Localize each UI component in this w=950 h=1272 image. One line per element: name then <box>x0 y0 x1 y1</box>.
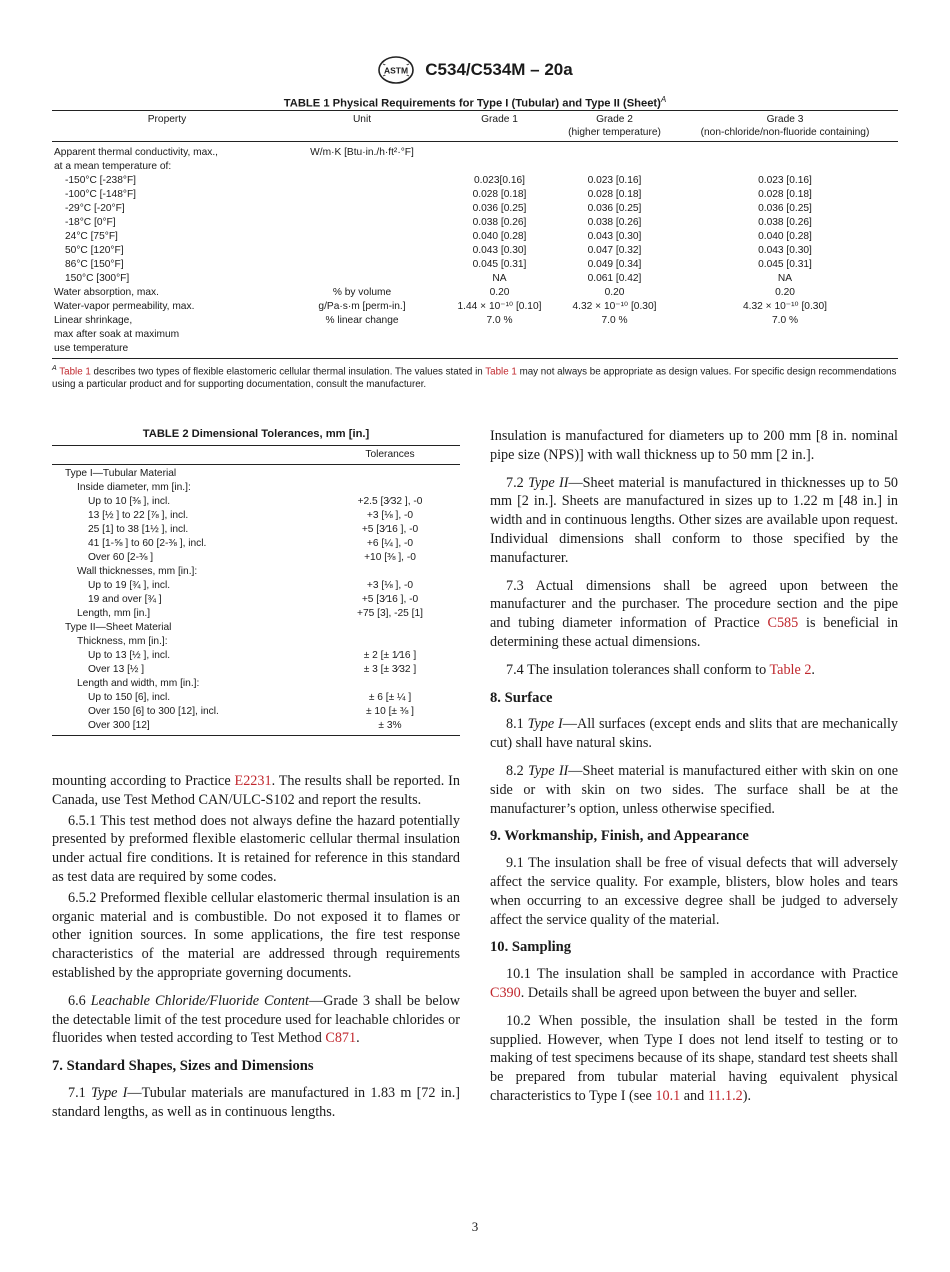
table-row: at a mean temperature of: <box>54 161 172 172</box>
tolerance-value: +5 [3⁄16 ], -0 <box>361 594 419 605</box>
tolerance-value: +10 [⅜ ], -0 <box>364 552 416 563</box>
table-row: max after soak at maximum <box>54 329 180 340</box>
paragraph-7-4: 7.4 The insulation tolerances shall conform to Table 2. <box>506 661 815 678</box>
paragraph-8-1: 8.1 Type I—All surfaces (except ends and slits that are mechanically cut) shall have natural skins. <box>490 716 898 752</box>
table-row: 150°C [300°F] NA 0.061 [0.42] NA <box>65 273 793 284</box>
table-row: Water-vapor permeability, max. g/Pa·s·m [perm-in.] 1.44 × 10⁻¹⁰ [0.10] 4.32 × 10⁻¹⁰ [0.30] 4.32 × 10⁻¹⁰ [0.30] <box>54 301 827 312</box>
col-tolerances: Tolerances <box>320 446 460 465</box>
table-row: -29°C [-20°F] 0.036 [0.25] 0.036 [0.25] 0.036 [0.25] <box>65 203 812 214</box>
tolerance-label: Up to 13 [½ ], incl. <box>88 650 171 661</box>
tolerance-label: 13 [½ ] to 22 [⅞ ], incl. <box>88 510 189 521</box>
table-row <box>52 719 460 736</box>
tolerance-value <box>320 465 460 482</box>
tolerance-value <box>320 481 460 495</box>
tolerance-label: 41 [1-⅝ ] to 60 [2-⅜ ], incl. <box>88 538 207 549</box>
paragraph-8-2: 8.2 Type II—Sheet material is manufactured either with skin on one side or with skin on two sides. The surface shall be at the manufacturer’s option, unless otherwise specified. <box>490 762 898 817</box>
col-property: Property <box>52 111 282 142</box>
paragraph: Insulation is manufactured for diameters up to 200 mm [8 in. nominal pipe size (NPS)] with wall thickness up to 50 mm [2 in.]. <box>490 428 898 463</box>
tolerance-value <box>320 635 460 649</box>
page-number: 3 <box>471 1219 479 1234</box>
tolerance-label: Over 13 [½ ] <box>88 664 145 675</box>
tolerance-value: ± 6 [± ¼ ] <box>368 692 412 703</box>
tolerance-value: ± 2 [± 1⁄16 ] <box>363 650 417 661</box>
table1-title: TABLE 1 Physical Requirements for Type I (Tubular) and Type II (Sheet)$^A$ <box>283 95 667 110</box>
table-row: Water absorption, max. % by volume 0.20 0.20 0.20 <box>54 287 795 298</box>
link-e2231[interactable]: E2231 <box>234 773 272 789</box>
paragraph-10-1: 10.1 The insulation shall be sampled in accordance with Practice C390. Details shall be agreed upon between the buyer and seller. <box>490 966 898 1001</box>
paragraph-7-1: 7.1 Type I—Tubular materials are manufactured in 1.83 m [72 in.] standard lengths, as well as in continuous lengths. <box>52 1084 461 1120</box>
table-row <box>52 649 460 663</box>
tolerance-value: +6 [¼ ], -0 <box>366 538 414 549</box>
section-heading: 10. Sampling <box>490 939 572 956</box>
link-c390[interactable]: C390 <box>490 984 521 1001</box>
table1-link[interactable]: Table 1 <box>59 366 91 378</box>
tolerance-value: ± 10 [± ⅜ ] <box>366 706 414 717</box>
table-row <box>52 551 460 565</box>
logo-text: ASTM <box>384 65 409 76</box>
tolerance-value: ± 3% <box>320 719 460 736</box>
astm-logo-icon <box>377 55 415 85</box>
table-row: 50°C [120°F] 0.043 [0.30] 0.047 [0.32] 0.043 [0.30] <box>65 245 812 256</box>
tolerance-label: Over 150 [6] to 300 [12], incl. <box>88 706 219 717</box>
tolerance-label: Up to 150 [6], incl. <box>88 692 171 703</box>
paragraph-7-3: 7.3 Actual dimensions shall be agreed upon between the manufacturer and the purchaser. The procedure section and the pipe and tubing diameter information of Practice C585 is beneficial in determining these actual dimensions. <box>490 577 898 650</box>
table-row <box>52 465 460 482</box>
table-row <box>52 523 460 537</box>
table-row <box>52 635 460 649</box>
table2-title: TABLE 2 Dimensional Tolerances, mm [in.] <box>142 428 370 440</box>
link-c585[interactable]: C585 <box>767 615 799 632</box>
col-grade3: Grade 3 (non-chloride/non-fluoride containing) <box>672 111 898 142</box>
col-grade2: Grade 2 (higher temperature) <box>557 111 672 142</box>
tolerance-label: Wall thicknesses, mm [in.]: <box>77 566 198 577</box>
paragraph: mounting according to Practice E2231. The results shall be reported. In Canada, use Test Method CAN/ULC-S102 and report the results. <box>52 773 460 808</box>
section-heading: 7. Standard Shapes, Sizes and Dimensions <box>52 1058 314 1075</box>
tolerance-label: Length, mm [in.] <box>77 608 151 619</box>
section-heading: 9. Workmanship, Finish, and Appearance <box>490 828 749 845</box>
designation: C534/C534M – 20a <box>425 60 573 79</box>
link-c871[interactable]: C871 <box>325 1030 357 1047</box>
left-column <box>52 772 460 1131</box>
table1-link[interactable]: Table 1 <box>485 366 517 378</box>
tolerance-value: +5 [3⁄16 ], -0 <box>361 524 419 535</box>
right-column <box>490 427 898 1115</box>
paragraph-6-5-1: 6.5.1 This test method does not always define the hazard potentially presented by preformed flexible elastomeric cellular thermal insulation under actual fire conditions. It is retained for reference in this standard as test data are required by some codes. <box>52 812 460 885</box>
col-grade1: Grade 1 <box>442 111 557 142</box>
tolerance-value <box>320 565 460 579</box>
table-row: -100°C [-148°F] 0.028 [0.18] 0.028 [0.18] 0.028 [0.18] <box>65 189 812 200</box>
paragraph-7-2: 7.2 Type II—Sheet material is manufactured in thicknesses up to 50 mm [2 in.]. Sheets are manufactured in sizes up to 1.22 m [48 in.] in width and in continuous lengths. Other sizes are available upon request. Individual dimensions shall conform to those specified by the manufacturer. <box>490 474 899 566</box>
link-table2[interactable]: Table 2 <box>769 661 812 678</box>
paragraph-9-1: 9.1 The insulation shall be free of visual defects that will adversely affect the service quality. For example, blisters, blow holes and tears when occurring to an excessive degree shall be judged to adversely affect the service quality of the material. <box>490 855 898 928</box>
table2 <box>52 445 460 736</box>
link-11-1-2[interactable]: 11.1.2 <box>707 1087 743 1104</box>
page-header <box>0 55 950 85</box>
table-row <box>52 607 460 621</box>
tolerance-value: +3 [⅛ ], -0 <box>366 580 414 591</box>
table-row <box>52 663 460 677</box>
tolerance-value: ± 3 [± 3⁄32 ] <box>363 664 417 675</box>
table-row: use temperature <box>52 342 898 359</box>
tolerance-label: 19 and over [¾ ] <box>88 594 162 605</box>
table-row <box>52 593 460 607</box>
paragraph-6-5-2: 6.5.2 Preformed flexible cellular elastomeric thermal insulation is an organic material and is combustible. Do not exposed it to flames or other ignition sources. In some applications, the fire test response characteristics of the material are addressed through requirements established by the appropriate governing documents. <box>52 889 460 981</box>
tolerance-label: Over 60 [2-⅜ ] <box>88 552 154 563</box>
table-row <box>52 705 460 719</box>
table-row <box>52 509 460 523</box>
tolerance-label: Thickness, mm [in.]: <box>77 636 168 647</box>
table2-header-row <box>52 446 460 465</box>
tolerance-value: +2.5 [3⁄32 ], -0 <box>357 496 423 507</box>
table-row <box>52 677 460 691</box>
table-row: 86°C [150°F] 0.045 [0.31] 0.049 [0.34] 0.045 [0.31] <box>65 259 812 270</box>
table-row: Apparent thermal conductivity, max., W/m·K [Btu·in./h·ft²·°F] <box>54 147 414 158</box>
table-row: 24°C [75°F] 0.040 [0.28] 0.043 [0.30] 0.040 [0.28] <box>65 231 812 242</box>
table-row <box>52 621 460 635</box>
table-row <box>52 495 460 509</box>
tolerance-label: Type II—Sheet Material <box>65 622 172 633</box>
table1-footnote: $^A$ Table 1 describes two types of flexible elastomeric cellular thermal insulation. The values stated in Table 1 may not always be appropriate as design values. For specific design recommendations using a particular product and for supporting documentation, consult the manufacturer. <box>52 365 897 391</box>
table-row <box>52 691 460 705</box>
tolerance-label: Up to 19 [¾ ], incl. <box>88 580 171 591</box>
tolerance-value: +3 [⅛ ], -0 <box>366 510 414 521</box>
section-heading: 8. Surface <box>490 689 553 706</box>
link-10-1[interactable]: 10.1 <box>655 1087 681 1104</box>
tolerance-label: Inside diameter, mm [in.]: <box>77 482 191 493</box>
table-row <box>52 565 460 579</box>
tolerance-value <box>320 677 460 691</box>
tolerance-label: Type I—Tubular Material <box>65 468 177 479</box>
table-row <box>52 481 460 495</box>
table-row: -18°C [0°F] 0.038 [0.26] 0.038 [0.26] 0.038 [0.26] <box>65 217 812 228</box>
table1 <box>52 110 898 359</box>
col-unit: Unit <box>282 111 442 142</box>
tolerance-value <box>320 621 460 635</box>
table-row <box>52 537 460 551</box>
table1-header-row <box>52 111 898 142</box>
tolerance-label: Up to 10 [⅜ ], incl. <box>88 496 171 507</box>
tolerance-value: +75 [3], -25 [1] <box>357 608 423 619</box>
table-row: Linear shrinkage, % linear change 7.0 % 7.0 % 7.0 % <box>54 315 799 326</box>
tolerance-label: 25 [1] to 38 [1½ ], incl. <box>88 524 189 535</box>
table-row: -150°C [-238°F] 0.023[0.16] 0.023 [0.16] 0.023 [0.16] <box>65 175 812 186</box>
paragraph-10-2: 10.2 When possible, the insulation shall be tested in the form supplied. However, when Type I does not lend itself to testing or to making of test specimens because of its shape, standard test sheets shall be prepared from tubular material having equivalent physical characteristics to Type I (see 10.1 and 11.1.2). <box>490 1012 898 1104</box>
tolerance-label: Over 300 [12] <box>52 719 320 736</box>
table-row <box>52 579 460 593</box>
tolerance-label: Length and width, mm [in.]: <box>77 678 200 689</box>
paragraph-6-6: 6.6 Leachable Chloride/Fluoride Content—Grade 3 shall be below the detectable limit of the test procedure used for leachable chlorides or fluorides when tested according to Test Method C871. <box>52 992 460 1047</box>
